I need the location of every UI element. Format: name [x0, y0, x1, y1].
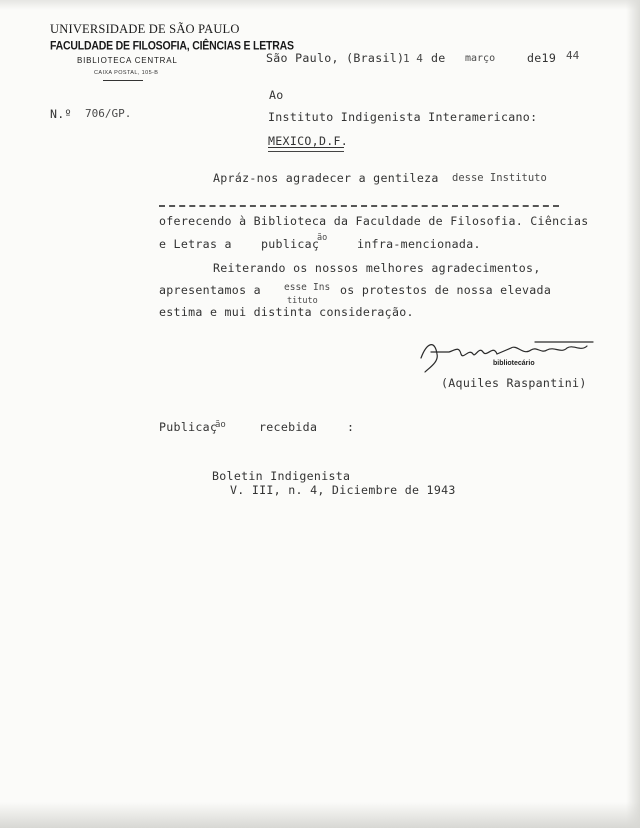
dateline-place: São Paulo, (Brasil) [266, 51, 405, 65]
dateline-de: de [431, 51, 446, 65]
received-item-detail: V. III, n. 4, Diciembre de 1943 [230, 483, 456, 497]
letterhead-rule [103, 80, 143, 81]
received-label-b: ão [215, 420, 226, 430]
dateline-day: 1 4 [403, 52, 423, 65]
letterhead-library: BIBLIOTECA CENTRAL [77, 56, 178, 65]
body-line1-dashes [159, 205, 559, 209]
signature-typed-name: (Aquiles Raspantini) [441, 376, 587, 390]
dateline-year-prefix: de19 [527, 51, 557, 65]
received-label-a: Publicaç [159, 420, 218, 434]
signature-role: bibliotecário [493, 360, 535, 367]
body-line5-hand3: tituto [287, 296, 318, 306]
body-line5-hand2: Ins [313, 282, 331, 293]
reference-number: 706/GP. [85, 107, 132, 120]
received-item-title: Boletin Indigenista [212, 469, 351, 483]
letterhead-faculty: FACULDADE DE FILOSOFIA, CIÊNCIAS E LETRAS [50, 39, 294, 53]
body-line3-d: infra-mencionada. [357, 237, 481, 251]
recipient-name: Instituto Indigenista Interamericano: [268, 110, 538, 124]
body-line3-a: e Letras a [159, 237, 232, 251]
body-line5-hand1: esse [284, 282, 307, 293]
page-shadow-bottom [0, 802, 640, 828]
received-label-c: recebida [259, 420, 318, 434]
recipient-to: Ao [269, 88, 284, 102]
dateline-month: março [465, 53, 496, 64]
recipient-city: MEXICO,D.F. [268, 134, 349, 148]
body-line5-b: os protestos de nossa elevada [340, 283, 552, 297]
body-line4: Reiterando os nossos melhores agradecimentos, [213, 261, 541, 275]
body-line1-typed: Apráz-nos agradecer a gentileza [213, 171, 439, 185]
recipient-city-underline [268, 147, 344, 148]
recipient-city-underline-2 [268, 151, 344, 152]
page-shadow-right [626, 0, 640, 828]
received-colon: : [347, 420, 355, 434]
page-shadow-top [0, 0, 640, 10]
dateline-year-suffix: 44 [566, 49, 580, 62]
body-line3-c: ão [317, 233, 328, 243]
body-line5-a: apresentamos a [159, 283, 261, 297]
letterhead-postbox: CAIXA POSTAL, 105-B [94, 70, 159, 76]
body-line1-hand: desse Instituto [452, 172, 547, 184]
body-line2: oferecendo à Biblioteca da Faculdade de Filosofia. Ciências [159, 214, 589, 228]
reference-label: N.º [50, 107, 72, 121]
letterhead-university: UNIVERSIDADE DE SÃO PAULO [50, 22, 240, 36]
body-line3-b: publicaç [261, 237, 320, 251]
signature-scribble [415, 332, 597, 376]
body-line6: estima e mui distinta consideração. [159, 305, 414, 319]
